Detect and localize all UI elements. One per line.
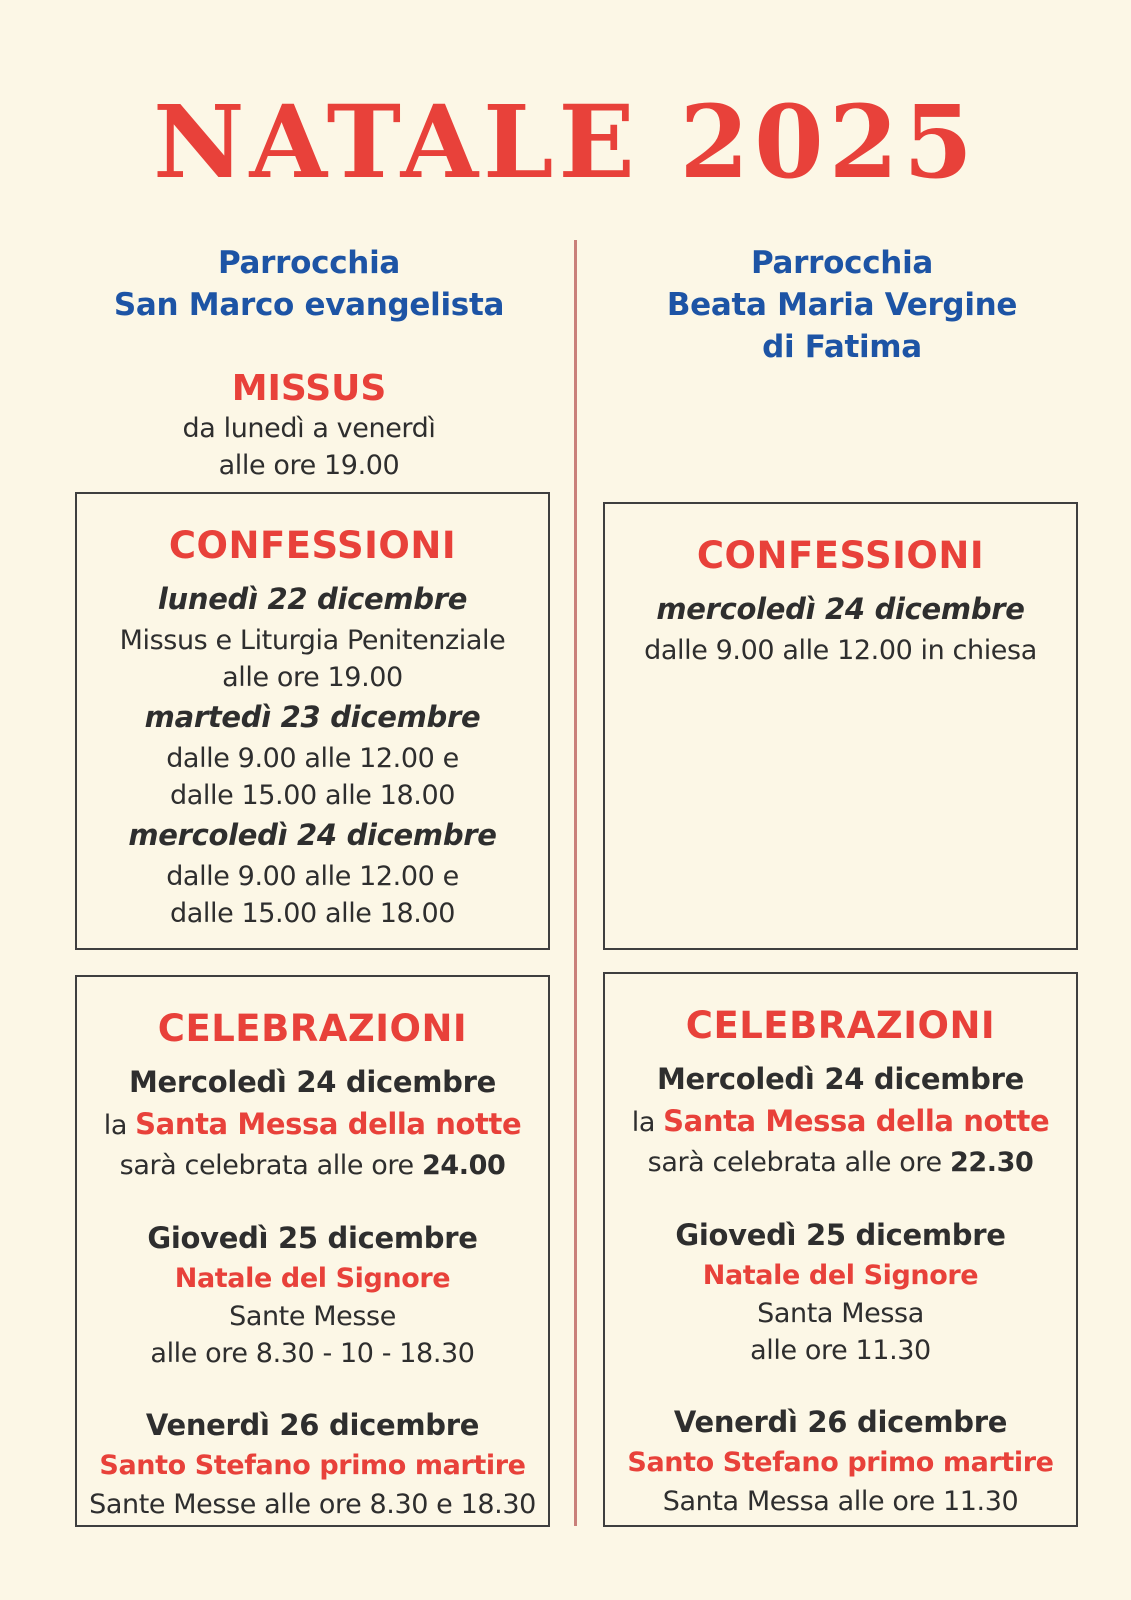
schedule-day: lunedì 22 dicembre (157, 582, 468, 617)
event-highlight: Natale del Signore (174, 1262, 451, 1294)
confessioni-entry (77, 578, 548, 696)
event-description (605, 1100, 1076, 1142)
event-detail: Sante Messe alle ore 8.30 e 18.30 (89, 1488, 536, 1520)
section-title: CELEBRAZIONI (157, 1007, 468, 1050)
parish-line: San Marco evangelista (113, 286, 505, 323)
event-description (77, 1103, 548, 1145)
schedule-day: mercoledì 24 dicembre (128, 818, 497, 853)
column-divider-line (574, 240, 577, 1526)
parish-line: Parrocchia (217, 245, 401, 281)
schedule-line: dalle 9.00 alle 12.00 e (166, 742, 459, 774)
schedule-line: dalle 15.00 alle 18.00 (170, 780, 455, 812)
celebration-event (77, 1217, 548, 1373)
missus-schedule-line: alle ore 19.00 (218, 450, 400, 482)
schedule-day: martedì 23 dicembre (144, 700, 481, 735)
parish-line: Parrocchia (750, 245, 934, 281)
event-day: Giovedì 25 dicembre (675, 1217, 1006, 1252)
missus-title: MISSUS (231, 368, 387, 409)
event-highlight: Santo Stefano primo martire (99, 1450, 526, 1482)
confessioni-box-san-marco (75, 492, 550, 950)
parish-line: Beata Maria Vergine (666, 286, 1018, 323)
parish-line: di Fatima (762, 328, 922, 365)
event-day: Venerdì 26 dicembre (145, 1408, 480, 1443)
celebration-event (77, 1404, 548, 1522)
event-highlight: Natale del Signore (702, 1259, 979, 1291)
event-detail: Sante Messe (229, 1300, 396, 1332)
event-detail (77, 1146, 548, 1185)
celebration-event (605, 1401, 1076, 1519)
event-day: Mercoledì 24 dicembre (656, 1062, 1024, 1097)
confessioni-entry (77, 696, 548, 814)
event-detail-time: 22.30 (949, 1146, 1034, 1178)
event-detail: Santa Messa alle ore 11.30 (662, 1485, 1019, 1517)
section-title: CELEBRAZIONI (685, 1004, 996, 1047)
confessioni-entry (605, 588, 1076, 669)
event-detail (605, 1143, 1076, 1182)
celebrazioni-box-beata-maria (603, 972, 1078, 1527)
page-title: NATALE 2025 (153, 83, 978, 201)
schedule-line: Missus e Liturgia Penitenziale (119, 624, 506, 656)
event-detail-text: sarà celebrata alle ore (119, 1149, 422, 1181)
event-day: Giovedì 25 dicembre (147, 1220, 478, 1255)
celebration-event (77, 1061, 548, 1184)
section-title: CONFESSIONI (168, 524, 457, 567)
schedule-line: dalle 15.00 alle 18.00 (170, 898, 455, 930)
confessioni-box-beata-maria (603, 502, 1078, 950)
schedule-line: alle ore 19.00 (222, 662, 403, 694)
event-day: Venerdì 26 dicembre (673, 1405, 1008, 1440)
event-text-prefix: la (631, 1107, 664, 1139)
schedule-day: mercoledì 24 dicembre (656, 592, 1025, 627)
event-highlight: Santa Messa della notte (135, 1107, 522, 1142)
schedule-line: dalle 9.00 alle 12.00 in chiesa (644, 634, 1037, 666)
celebration-event (605, 1058, 1076, 1181)
event-text-prefix: la (103, 1110, 136, 1142)
section-title: CONFESSIONI (696, 534, 985, 577)
event-detail-time: 24.00 (421, 1149, 506, 1181)
event-detail: alle ore 11.30 (750, 1335, 931, 1367)
event-highlight: Santa Messa della notte (663, 1104, 1050, 1139)
event-day: Mercoledì 24 dicembre (128, 1065, 496, 1100)
parish-name-san-marco (63, 243, 555, 327)
schedule-line: dalle 9.00 alle 12.00 e (166, 860, 459, 892)
event-detail: Santa Messa (757, 1297, 924, 1329)
event-highlight: Santo Stefano primo martire (627, 1447, 1054, 1479)
missus-section (63, 367, 555, 485)
confessioni-entry (77, 814, 548, 932)
event-detail-text: sarà celebrata alle ore (647, 1146, 950, 1178)
missus-schedule-line: da lunedì a venerdì (182, 413, 436, 445)
parish-name-beata-maria (596, 243, 1088, 369)
celebration-event (605, 1214, 1076, 1370)
celebrazioni-box-san-marco (75, 975, 550, 1527)
event-detail: alle ore 8.30 - 10 - 18.30 (150, 1338, 475, 1370)
